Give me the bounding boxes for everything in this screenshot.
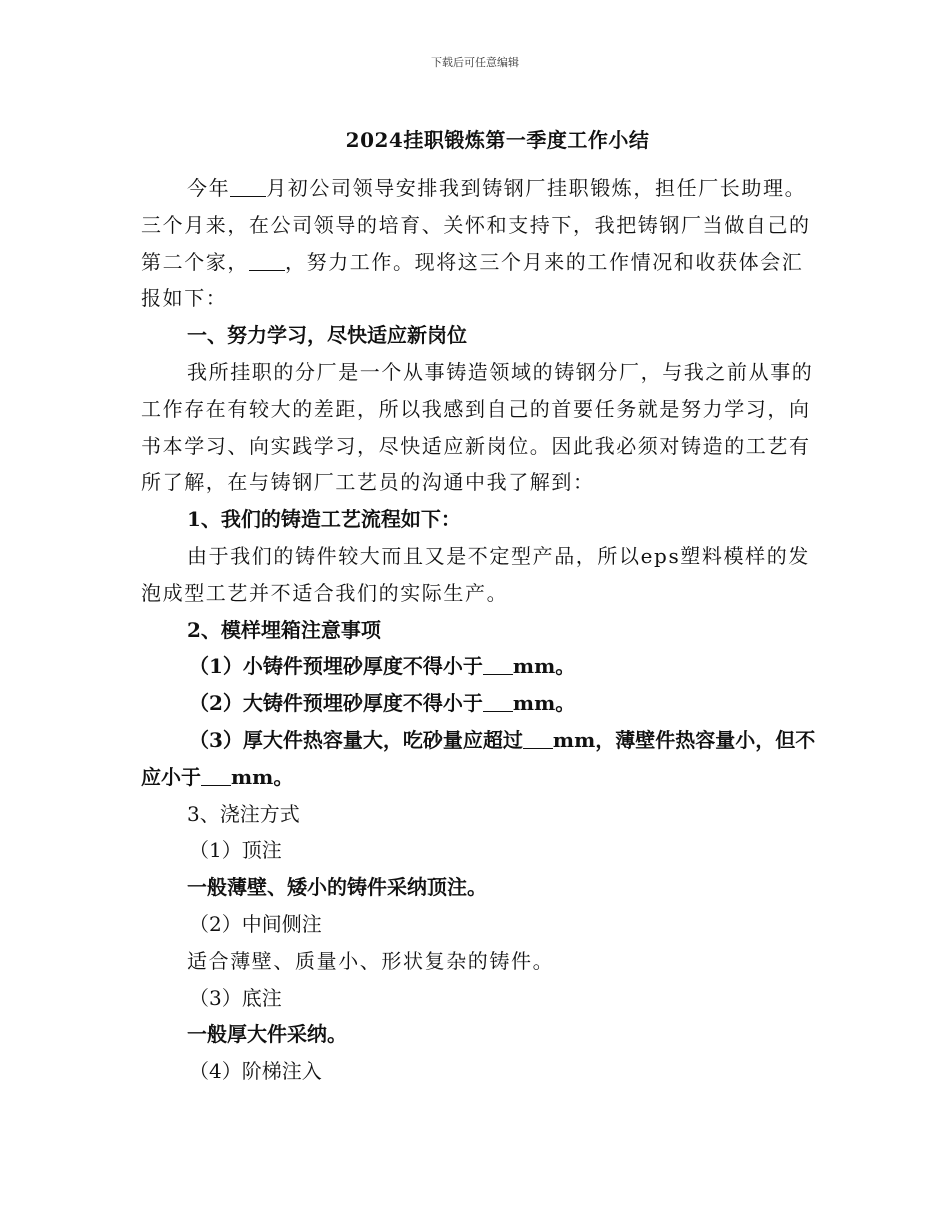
item2-sub1-prefix: （1）小铸件预埋砂厚度不得小于 [189,654,483,679]
intro-paragraph [141,170,817,317]
blank-line [230,178,266,197]
section1-heading: 一、努力学习，尽快适应新岗位 [187,323,467,348]
item3-heading: 3、浇注方式 [187,801,300,826]
item2-sub3 [141,722,817,796]
item2-sub1-suffix: mm。 [512,654,576,679]
blank-line [249,252,285,271]
intro-part2: 月初公司领导安排我到铸钢厂挂职锻炼，担任厂长助理。三个月来，在公司领导的培育、关怀和支持下，我把铸钢厂当做自己的第二个家， [141,176,811,274]
intro-part3: ，努力工作。现将这三个月来的工作情况和收获体会汇报如下： [141,249,804,311]
item1-paragraph: 由于我们的铸件较大而且又是不定型产品，所以eps塑料模样的发泡成型工艺并不适合我们的实际生产。 [141,543,810,605]
blank-line [483,693,513,712]
item2-sub3-prefix: （3）厚大件热容量大，吃砂量应超过 [189,727,523,752]
pour4-heading: （4）阶梯注入 [189,1059,322,1084]
item2-sub1 [141,648,817,685]
header-note: 下载后可任意编辑 [431,56,519,69]
pour3-text: 一般厚大件采纳。 [187,1022,347,1047]
document-title: 2024挂职锻炼第一季度工作小结 [345,128,650,152]
blank-line [523,730,553,749]
item2-heading: 2、模样埋箱注意事项 [187,617,381,642]
item2-sub2 [141,685,817,722]
item2-sub2-suffix: mm。 [512,691,576,716]
section1-paragraph: 我所挂职的分厂是一个从事铸造领域的铸钢分厂，与我之前从事的工作存在有较大的差距，所以我感到自己的首要任务就是努力学习，向书本学习、向实践学习，尽快适应新岗位。因此我必须对铸造的工艺有所了解，在与铸钢厂工艺员的沟通中我了解到： [141,359,814,495]
pour2-heading: （2）中间侧注 [189,911,322,936]
intro-part1: 今年 [187,176,231,200]
pour1-heading: （1）顶注 [189,838,282,863]
pour3-heading: （3）底注 [189,985,282,1010]
item2-sub3-middle: mm，薄壁件热容量小，但不应小于 [141,727,816,789]
item1-heading: 1、我们的铸造工艺流程如下： [187,507,461,532]
document-body [141,170,817,1090]
blank-line [483,656,513,675]
pour1-text: 一般薄壁、矮小的铸件采纳顶注。 [187,875,487,900]
item2-sub3-suffix: mm。 [231,764,294,789]
pour2-text: 适合薄壁、质量小、形状复杂的铸件。 [187,948,555,973]
blank-line [201,767,231,786]
item2-sub2-prefix: （2）大铸件预埋砂厚度不得小于 [189,691,483,716]
